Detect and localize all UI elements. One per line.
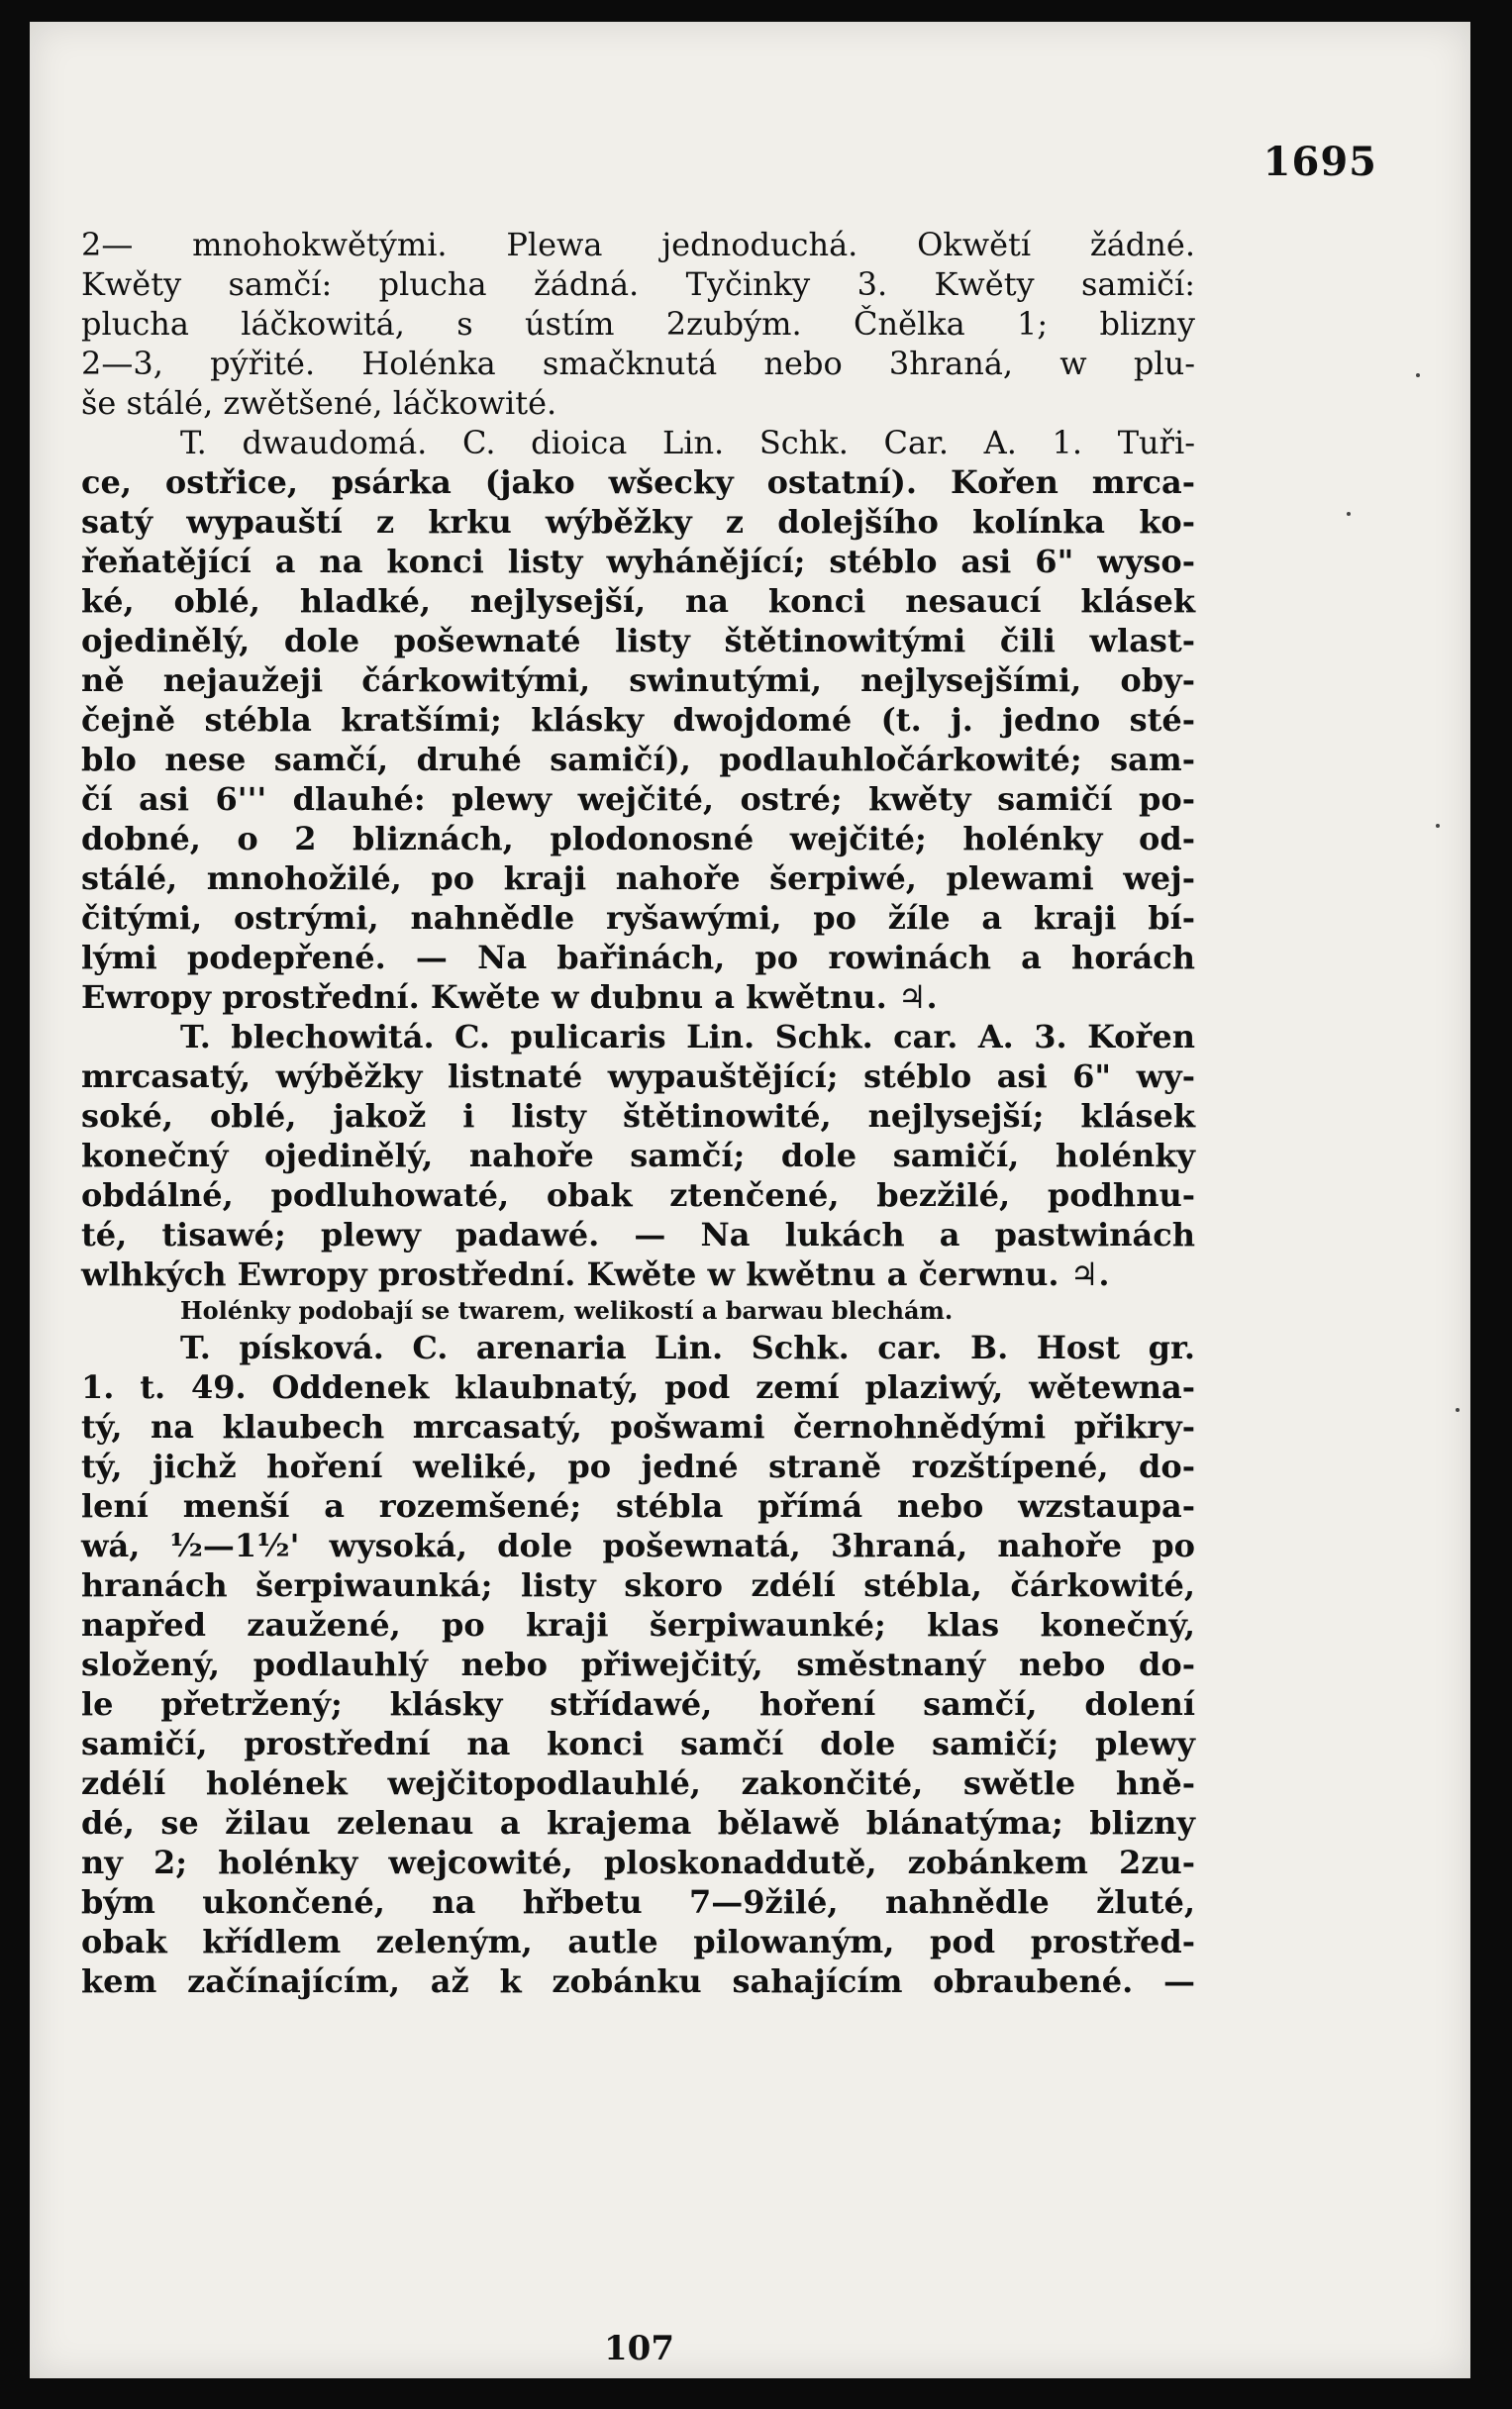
text-line: bým ukončené, na hřbetu 7—9žilé, nahnědle žluté, (81, 1883, 1195, 1921)
text-line: le přetržený; klásky střídawé, hoření samčí, dolení (81, 1685, 1195, 1723)
text-line: řeňatějící a na konci listy wyhánějící; stéblo asi 6" wyso- (81, 543, 1195, 580)
text-line: satý wypauští z krku wýběžky z dolejšího kolínka ko- (81, 503, 1195, 541)
paper-speck (1436, 824, 1440, 828)
text-line: soké, oblé, jakož i listy štětinowité, nejlysejší; klásek (81, 1097, 1195, 1135)
text-line: konečný ojedinělý, nahoře samčí; dole samičí, holénky (81, 1137, 1195, 1174)
text-line: obak křídlem zeleným, autle pilowaným, pod prostřed- (81, 1923, 1195, 1960)
text-line: T. blechowitá. C. pulicaris Lin. Schk. car. A. 3. Kořen (180, 1018, 1195, 1055)
text-line: obdálné, podluhowaté, obak ztenčené, bezžilé, podhnu- (81, 1176, 1195, 1214)
text-line: napřed zaužené, po kraji šerpiwaunké; klas konečný, (81, 1606, 1195, 1644)
text-line: wlhkých Ewropy prostřední. Kwěte w kwětnu a čerwnu. ♃. (81, 1255, 1110, 1293)
text-line: 2— mnohokwětými. Plewa jednoduchá. Okwětí žádné. (81, 226, 1195, 263)
text-line: lení menší a rozemšené; stébla přímá nebo wzstaupa- (81, 1487, 1195, 1525)
text-line: stálé, mnohožilé, po kraji nahoře šerpiwé, plewami wej- (81, 859, 1195, 897)
text-line: T. písková. C. arenaria Lin. Schk. car. B. Host gr. (180, 1329, 1195, 1366)
text-line: kem začínajícím, až k zobánku sahajícím obraubené. — (81, 1962, 1195, 2000)
text-line: dé, se žilau zelenau a krajema bělawě blánatýma; blizny (81, 1804, 1195, 1842)
page-number: 1695 (1262, 139, 1377, 185)
text-line: 2—3, pýřité. Holénka smačknutá nebo 3hraná, w plu- (81, 345, 1195, 382)
book-page (30, 22, 1470, 2378)
text-line: hranách šerpiwaunká; listy skoro zdélí stébla, čárkowité, (81, 1566, 1195, 1604)
text-line: čejně stébla kratšími; klásky dwojdomé (t. j. jedno sté- (81, 701, 1195, 739)
text-line: Ewropy prostřední. Kwěte w dubnu a kwětnu. ♃. (81, 978, 938, 1016)
text-line: 1. t. 49. Oddenek klaubnatý, pod zemí plaziwý, wětewna- (81, 1368, 1195, 1406)
text-line: Holénky podobají se twarem, welikostí a barwau blechám. (180, 1296, 954, 1325)
text-line: čí asi 6''' dlauhé: plewy wejčité, ostré; kwěty samičí po- (81, 780, 1195, 818)
text-line: T. dwaudomá. C. dioica Lin. Schk. Car. A. 1. Tuři- (180, 424, 1195, 461)
text-line: Kwěty samčí: plucha žádná. Tyčinky 3. Kwěty samičí: (81, 265, 1195, 303)
text-line: ké, oblé, hladké, nejlysejší, na konci nesaucí klásek (81, 582, 1195, 620)
text-line: dobné, o 2 bliznách, plodonosné wejčité; holénky od- (81, 820, 1195, 857)
text-line: té, tisawé; plewy padawé. — Na lukách a pastwinách (81, 1216, 1195, 1254)
text-line: ny 2; holénky wejcowité, ploskonaddutě, zobánkem 2zu- (81, 1844, 1195, 1881)
text-line: ce, ostřice, psárka (jako wšecky ostatní). Kořen mrca- (81, 463, 1195, 501)
paper-speck (1416, 373, 1420, 377)
text-line: samičí, prostřední na konci samčí dole samičí; plewy (81, 1725, 1195, 1762)
text-line: zdélí holének wejčitopodlauhlé, zakončité, swětle hně- (81, 1764, 1195, 1802)
paper-speck (1347, 512, 1351, 516)
text-line: tý, jichž hoření weliké, po jedné straně rozštípené, do- (81, 1448, 1195, 1485)
text-line: složený, podlauhlý nebo přiwejčitý, směstnaný nebo do- (81, 1646, 1195, 1683)
text-line: lými podepřené. — Na bařinách, po rowinách a horách (81, 939, 1195, 976)
text-line: ojedinělý, dole pošewnaté listy štětinowitými čili wlast- (81, 622, 1195, 659)
text-line: tý, na klaubech mrcasatý, pošwami černohnědými přikry- (81, 1408, 1195, 1446)
text-line: čitými, ostrými, nahnědle ryšawými, po žíle a kraji bí- (81, 899, 1195, 937)
text-line: wá, ½—1½' wysoká, dole pošewnatá, 3hraná, nahoře po (81, 1527, 1195, 1564)
paper-speck (1456, 1408, 1460, 1412)
text-line: plucha láčkowitá, s ústím 2zubým. Čnělka 1; blizny (81, 305, 1195, 343)
text-line: mrcasatý, wýběžky listnaté wypauštějící; stéblo asi 6" wy- (81, 1057, 1195, 1095)
body-text (81, 225, 1195, 2001)
signature-number: 107 (604, 2329, 674, 2368)
text-line: ně nejaužeji čárkowitými, swinutými, nejlysejšími, oby- (81, 661, 1195, 699)
text-line: še stálé, zwětšené, láčkowité. (81, 384, 557, 422)
text-line: blo nese samčí, druhé samičí), podlauhločárkowité; sam- (81, 741, 1195, 778)
